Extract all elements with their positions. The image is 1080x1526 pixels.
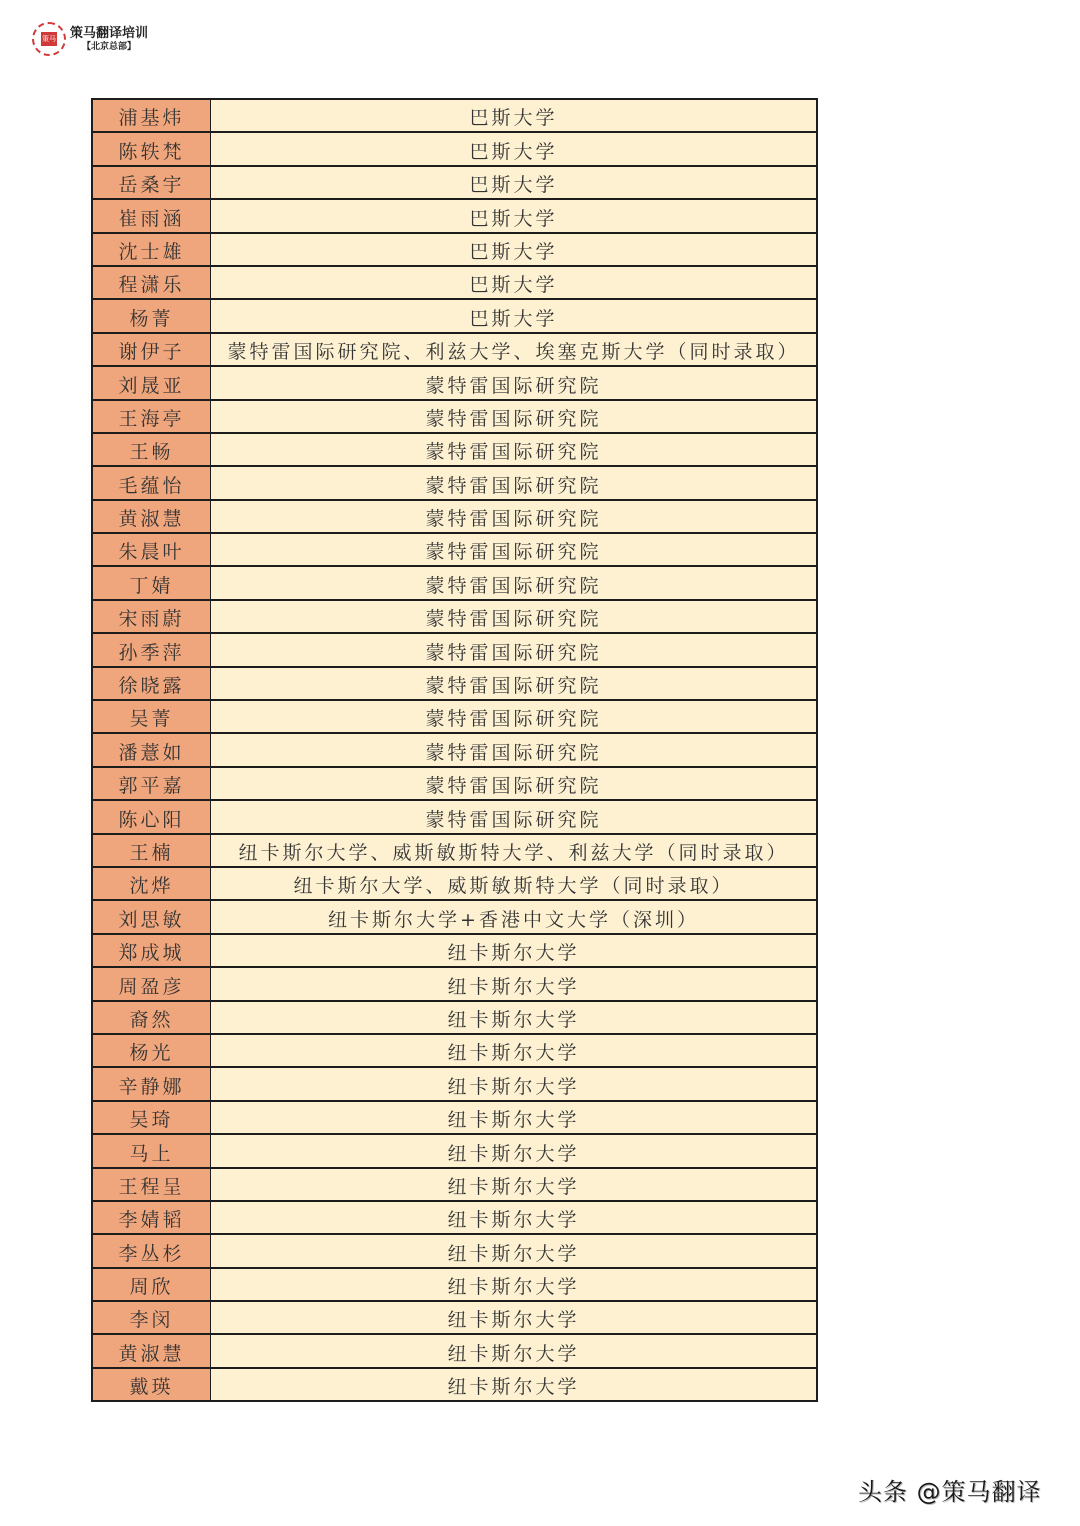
table-row bbox=[92, 1234, 817, 1267]
table-row bbox=[92, 667, 817, 700]
university-cell: 纽卡斯尔大学 bbox=[211, 1334, 818, 1367]
table-row bbox=[92, 400, 817, 433]
logo-subtitle: 【北京总部】 bbox=[82, 41, 137, 52]
logo-text bbox=[70, 26, 148, 53]
university-cell: 巴斯大学 bbox=[211, 299, 818, 332]
table-row bbox=[92, 967, 817, 1000]
table-row bbox=[92, 366, 817, 399]
university-cell: 纽卡斯尔大学 bbox=[211, 1101, 818, 1134]
university-cell: 蒙特雷国际研究院 bbox=[211, 566, 818, 599]
table-row bbox=[92, 1368, 817, 1401]
table-row bbox=[92, 99, 817, 132]
student-name-cell: 宋雨蔚 bbox=[92, 600, 211, 633]
table-row bbox=[92, 1067, 817, 1100]
student-name-cell: 谢伊子 bbox=[92, 333, 211, 366]
student-name-cell: 毛蕴怡 bbox=[92, 466, 211, 499]
student-name-cell: 孙季萍 bbox=[92, 633, 211, 666]
student-name-cell: 周盈彦 bbox=[92, 967, 211, 1000]
student-name-cell: 马上 bbox=[92, 1134, 211, 1167]
table-row bbox=[92, 533, 817, 566]
table-row bbox=[92, 233, 817, 266]
student-name-cell: 郑成城 bbox=[92, 934, 211, 967]
university-cell: 蒙特雷国际研究院 bbox=[211, 633, 818, 666]
seal-icon bbox=[32, 22, 66, 56]
university-cell: 巴斯大学 bbox=[211, 99, 818, 132]
university-cell: 蒙特雷国际研究院 bbox=[211, 600, 818, 633]
table-row bbox=[92, 299, 817, 332]
table-row bbox=[92, 767, 817, 800]
student-name-cell: 李婧韬 bbox=[92, 1201, 211, 1234]
university-cell: 纽卡斯尔大学 bbox=[211, 1034, 818, 1067]
table-row bbox=[92, 867, 817, 900]
university-cell: 巴斯大学 bbox=[211, 233, 818, 266]
student-name-cell: 李丛杉 bbox=[92, 1234, 211, 1267]
table-row bbox=[92, 1001, 817, 1034]
university-cell: 纽卡斯尔大学+香港中文大学（深圳） bbox=[211, 900, 818, 933]
student-name-cell: 岳桑宇 bbox=[92, 166, 211, 199]
student-name-cell: 戴瑛 bbox=[92, 1368, 211, 1401]
student-name-cell: 徐晓露 bbox=[92, 667, 211, 700]
university-cell: 巴斯大学 bbox=[211, 132, 818, 165]
university-cell: 纽卡斯尔大学 bbox=[211, 1168, 818, 1201]
brand-logo bbox=[32, 22, 148, 56]
university-cell: 蒙特雷国际研究院 bbox=[211, 767, 818, 800]
university-cell: 纽卡斯尔大学 bbox=[211, 1268, 818, 1301]
university-cell: 蒙特雷国际研究院 bbox=[211, 700, 818, 733]
student-name-cell: 吴菁 bbox=[92, 700, 211, 733]
university-cell: 纽卡斯尔大学 bbox=[211, 1234, 818, 1267]
table-row bbox=[92, 1268, 817, 1301]
university-cell: 纽卡斯尔大学 bbox=[211, 1201, 818, 1234]
table-row bbox=[92, 1101, 817, 1134]
table-row bbox=[92, 1334, 817, 1367]
table-row bbox=[92, 1168, 817, 1201]
university-cell: 纽卡斯尔大学 bbox=[211, 1001, 818, 1034]
student-name-cell: 黄淑慧 bbox=[92, 1334, 211, 1367]
table-row bbox=[92, 800, 817, 833]
university-cell: 蒙特雷国际研究院、利兹大学、埃塞克斯大学（同时录取） bbox=[211, 333, 818, 366]
student-name-cell: 郭平嘉 bbox=[92, 767, 211, 800]
table-row bbox=[92, 733, 817, 766]
student-name-cell: 王海亭 bbox=[92, 400, 211, 433]
student-name-cell: 陈轶梵 bbox=[92, 132, 211, 165]
table-row bbox=[92, 199, 817, 232]
student-name-cell: 沈士雄 bbox=[92, 233, 211, 266]
university-cell: 纽卡斯尔大学 bbox=[211, 1134, 818, 1167]
table-row bbox=[92, 834, 817, 867]
university-cell: 蒙特雷国际研究院 bbox=[211, 500, 818, 533]
table-row bbox=[92, 500, 817, 533]
student-name-cell: 陈心阳 bbox=[92, 800, 211, 833]
student-name-cell: 潘薏如 bbox=[92, 733, 211, 766]
student-name-cell: 裔然 bbox=[92, 1001, 211, 1034]
university-cell: 蒙特雷国际研究院 bbox=[211, 466, 818, 499]
university-cell: 巴斯大学 bbox=[211, 199, 818, 232]
student-name-cell: 丁婧 bbox=[92, 566, 211, 599]
table-row bbox=[92, 1201, 817, 1234]
table-row bbox=[92, 633, 817, 666]
table-row bbox=[92, 600, 817, 633]
table-row bbox=[92, 132, 817, 165]
university-cell: 蒙特雷国际研究院 bbox=[211, 800, 818, 833]
table-row bbox=[92, 1134, 817, 1167]
university-cell: 蒙特雷国际研究院 bbox=[211, 366, 818, 399]
university-cell: 纽卡斯尔大学 bbox=[211, 934, 818, 967]
table-row bbox=[92, 934, 817, 967]
university-cell: 蒙特雷国际研究院 bbox=[211, 667, 818, 700]
student-name-cell: 黄淑慧 bbox=[92, 500, 211, 533]
student-name-cell: 崔雨涵 bbox=[92, 199, 211, 232]
student-name-cell: 刘晟亚 bbox=[92, 366, 211, 399]
student-name-cell: 王畅 bbox=[92, 433, 211, 466]
university-cell: 蒙特雷国际研究院 bbox=[211, 433, 818, 466]
student-name-cell: 李闵 bbox=[92, 1301, 211, 1334]
student-name-cell: 杨光 bbox=[92, 1034, 211, 1067]
table-row bbox=[92, 433, 817, 466]
university-cell: 巴斯大学 bbox=[211, 166, 818, 199]
admissions-table-body bbox=[92, 99, 817, 1401]
table-row bbox=[92, 1034, 817, 1067]
student-name-cell: 王程呈 bbox=[92, 1168, 211, 1201]
table-row bbox=[92, 166, 817, 199]
watermark: 头条 @策马翻译 bbox=[858, 1478, 1042, 1506]
table-row bbox=[92, 700, 817, 733]
student-name-cell: 周欣 bbox=[92, 1268, 211, 1301]
student-name-cell: 王楠 bbox=[92, 834, 211, 867]
table-row bbox=[92, 1301, 817, 1334]
student-name-cell: 刘思敏 bbox=[92, 900, 211, 933]
logo-title: 策马翻译培训 bbox=[70, 25, 149, 41]
student-name-cell: 辛静娜 bbox=[92, 1067, 211, 1100]
university-cell: 纽卡斯尔大学 bbox=[211, 1067, 818, 1100]
university-cell: 纽卡斯尔大学 bbox=[211, 1301, 818, 1334]
table-row bbox=[92, 900, 817, 933]
student-name-cell: 杨菁 bbox=[92, 299, 211, 332]
admissions-table bbox=[91, 98, 818, 1402]
student-name-cell: 朱晨叶 bbox=[92, 533, 211, 566]
university-cell: 纽卡斯尔大学 bbox=[211, 1368, 818, 1401]
university-cell: 纽卡斯尔大学、威斯敏斯特大学（同时录取） bbox=[211, 867, 818, 900]
student-name-cell: 吴琦 bbox=[92, 1101, 211, 1134]
university-cell: 蒙特雷国际研究院 bbox=[211, 733, 818, 766]
table-row bbox=[92, 266, 817, 299]
university-cell: 纽卡斯尔大学 bbox=[211, 967, 818, 1000]
student-name-cell: 程潇乐 bbox=[92, 266, 211, 299]
university-cell: 蒙特雷国际研究院 bbox=[211, 400, 818, 433]
student-name-cell: 沈烨 bbox=[92, 867, 211, 900]
table-row bbox=[92, 566, 817, 599]
seal-text: 策马 bbox=[41, 32, 57, 46]
table-row bbox=[92, 333, 817, 366]
university-cell: 蒙特雷国际研究院 bbox=[211, 533, 818, 566]
university-cell: 巴斯大学 bbox=[211, 266, 818, 299]
table-row bbox=[92, 466, 817, 499]
university-cell: 纽卡斯尔大学、威斯敏斯特大学、利兹大学（同时录取） bbox=[211, 834, 818, 867]
student-name-cell: 浦基炜 bbox=[92, 99, 211, 132]
